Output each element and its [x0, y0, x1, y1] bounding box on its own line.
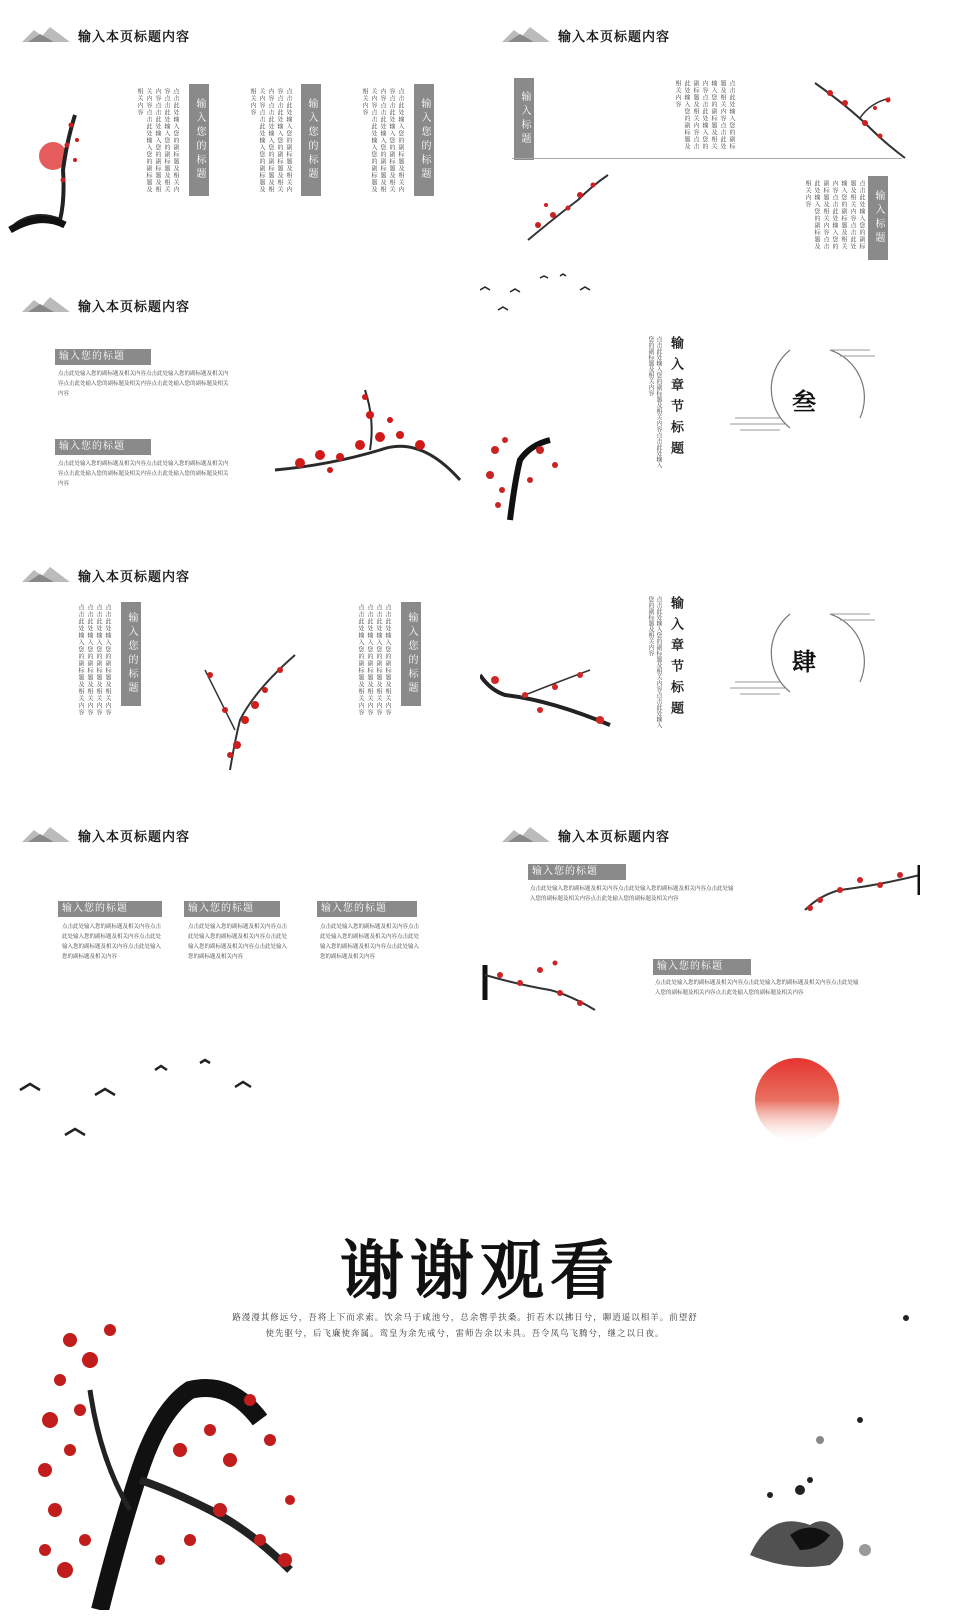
- body-text-1: 点击此处输入您的副标题及相关内容点击此处输入您的副标题及相关内容点击此处输入您的副标题及相关内容点击此处输入您的副标题及相关内容: [62, 924, 162, 960]
- body-text-1: 点击此处输入您的副标题及相关内容点击此处输入您的副标题及相关内容点击此处输入您的副标题及相关内容点击此处输入您的副标题及相关内容: [58, 371, 229, 397]
- mountain-icon: [20, 564, 72, 586]
- plum-branch-illustration: [185, 650, 310, 775]
- page-title: 输入本页标题内容: [558, 29, 671, 45]
- plum-branch-illustration: [480, 655, 620, 735]
- red-sun-illustration: [752, 1055, 842, 1145]
- slide-header: [20, 24, 190, 46]
- plum-tree-illustration: [480, 420, 570, 525]
- chapter-numeral: 肆: [792, 647, 816, 676]
- title-bar-2: 输入您的标题: [301, 84, 321, 196]
- title-bar-3: 输入您的标题: [414, 84, 434, 196]
- slide-5[interactable]: [0, 540, 480, 810]
- slide-4[interactable]: [480, 270, 960, 540]
- title-bar-1: 输入您的标题: [121, 602, 141, 706]
- title-bar-1: 输入您的标题: [528, 864, 626, 880]
- title-bar-1: 输入您的标题: [55, 349, 151, 365]
- slide-3[interactable]: [0, 270, 480, 540]
- slide-6[interactable]: [480, 540, 960, 810]
- slide-header: [500, 824, 670, 846]
- birds-illustration: [15, 1055, 265, 1145]
- title-bar-3: 输入您的标题: [317, 901, 417, 917]
- body-text-3: 点击此处输入您的副标题及相关内容点击此处输入您的副标题及相关内容点击此处输入您的副标题及相关内容点击此处输入您的副标题及相关内容: [320, 924, 420, 960]
- chapter-numeral: 叁: [792, 387, 816, 416]
- body-text-1: 点击此处输入您的副标题及相关内容点击此处输入您的副标题及相关内容点击此处输入您的副标题及相关内容点击此处输入您的副标题及相关内容: [136, 88, 179, 193]
- plum-branch-illustration: [270, 385, 470, 485]
- page-title: 输入本页标题内容: [78, 829, 191, 845]
- page-title: 输入本页标题内容: [78, 299, 191, 315]
- title-bar-1: 输入您的标题: [58, 901, 162, 917]
- slide-8[interactable]: [480, 800, 960, 1070]
- body-text-2: 点击此处输入您的副标题及相关内容点击此处输入您的副标题及相关内容点击此处输入您的副标题及相关内容点击此处输入您的副标题及相关内容: [188, 924, 288, 960]
- poem-line-1: 路漫漫其修远兮，吾将上下而求索。饮余马于咸池兮，总余辔乎扶桑。折若木以拂日兮，聊逍遥以相羊。前望舒: [232, 1313, 698, 1323]
- body-text-bottom: 点击此处输入您的副标题及相关内容点击此处输入您的副标题及相关内容点击此处输入您的副标题及相关内容点击此处输入您的副标题及相关内容: [804, 180, 865, 250]
- chapter-title: 输入章节标题: [668, 336, 683, 462]
- title-bar-bottom: 输入标题: [868, 176, 888, 260]
- page-title: 输入本页标题内容: [558, 829, 671, 845]
- slide-2[interactable]: [480, 0, 960, 270]
- mountain-icon: [500, 24, 552, 46]
- slide-1[interactable]: [0, 0, 480, 270]
- slide-header: [500, 24, 670, 46]
- chapter-subtitle: 点击此处输入您的副标题及相关内容点击此处输入您的副标题及相关内容: [647, 596, 662, 728]
- title-bar-2: 输入您的标题: [55, 439, 151, 455]
- mountain-icon: [20, 24, 72, 46]
- title-bar-1: 输入您的标题: [189, 84, 209, 196]
- slide-header: [20, 564, 190, 586]
- title-bar-2: 输入您的标题: [184, 901, 280, 917]
- plum-branch-illustration: [480, 955, 600, 1015]
- title-bar-top: 输入标题: [514, 78, 534, 160]
- chapter-title: 输入章节标题: [668, 596, 683, 722]
- plum-branch-illustration: [5, 100, 95, 240]
- page-title: 输入本页标题内容: [78, 569, 191, 585]
- chapter-subtitle: 点击此处输入您的副标题及相关内容点击此处输入您的副标题及相关内容: [647, 336, 662, 468]
- body-text-2: 点击此处输入您的副标题及相关内容点击此处输入您的副标题及相关内容点击此处输入您的副标题及相关内容点击此处输入您的副标题及相关内容: [357, 604, 391, 716]
- plum-branch-illustration: [518, 170, 613, 250]
- page-title: 输入本页标题内容: [78, 29, 191, 45]
- body-text-1: 点击此处输入您的副标题及相关内容点击此处输入您的副标题及相关内容点击此处输入您的副标题及相关内容点击此处输入您的副标题及相关内容: [77, 604, 111, 716]
- slide-header: [20, 294, 190, 316]
- mountain-icon: [20, 824, 72, 846]
- body-text-2: 点击此处输入您的副标题及相关内容点击此处输入您的副标题及相关内容点击此处输入您的副标题及相关内容点击此处输入您的副标题及相关内容: [58, 461, 229, 487]
- plum-branch-illustration: [810, 78, 910, 163]
- ink-splash-illustration: [730, 1310, 930, 1570]
- body-text-2: 点击此处输入您的副标题及相关内容点击此处输入您的副标题及相关内容点击此处输入您的副标题及相关内容点击此处输入您的副标题及相关内容: [655, 980, 859, 996]
- title-bar-2: 输入您的标题: [653, 959, 751, 975]
- body-text-3: 点击此处输入您的副标题及相关内容点击此处输入您的副标题及相关内容点击此处输入您的副标题及相关内容点击此处输入您的副标题及相关内容: [361, 88, 404, 193]
- body-text-1: 点击此处输入您的副标题及相关内容点击此处输入您的副标题及相关内容点击此处输入您的副标题及相关内容点击此处输入您的副标题及相关内容: [530, 886, 734, 902]
- birds-illustration: [480, 270, 600, 320]
- slide-header: [20, 824, 190, 846]
- thanks-title: 谢谢观看: [340, 1234, 620, 1309]
- title-bar-2: 输入您的标题: [401, 602, 421, 706]
- body-text-2: 点击此处输入您的副标题及相关内容点击此处输入您的副标题及相关内容点击此处输入您的副标题及相关内容点击此处输入您的副标题及相关内容: [249, 88, 292, 193]
- slide-7[interactable]: [0, 800, 480, 1070]
- plum-branch-illustration: [800, 860, 920, 920]
- mountain-icon: [500, 824, 552, 846]
- body-text-top: 点击此处输入您的副标题及相关内容点击此处输入您的副标题及相关内容点击此处输入您的副标题及相关内容点击此处输入您的副标题及相关内容: [674, 80, 735, 150]
- mountain-icon: [20, 294, 72, 316]
- poem-line-2: 使先驱兮，后飞廉使奔属。鸾皇为余先戒兮，雷师告余以未具。吾令凤鸟飞腾兮，继之以日夜。: [265, 1329, 665, 1339]
- plum-tree-illustration: [30, 1310, 310, 1610]
